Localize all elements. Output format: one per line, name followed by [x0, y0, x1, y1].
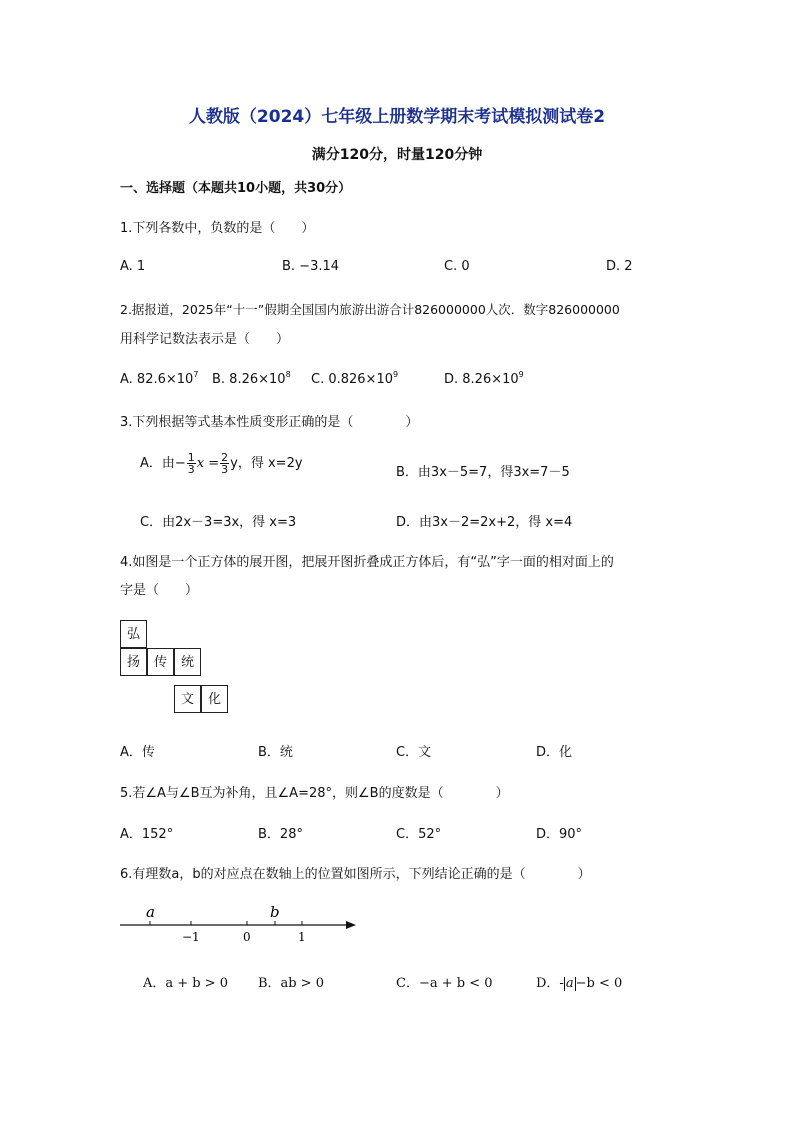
question-2-stem-line2: 用科学记数法表示是（ ）: [120, 332, 290, 347]
question-2-option-c: C. $0.826\times 10^9$: [311, 370, 399, 387]
question-3-option-a: A．由− $\frac{1}{3}$ x = $\frac{2}{3}$ y，得 x=2y: [140, 451, 303, 476]
question-5-option-d: D．90°: [536, 827, 583, 842]
question-1-option-b: B. −3.14: [282, 259, 340, 274]
question-2-stem-line1: 2.据报道，2025年“十一”假期全国国内旅游出游合计826000000人次．数字826000000: [120, 302, 620, 317]
question-2-option-d: D. $8.26\times 10^9$: [444, 370, 524, 387]
question-3-option-b: B．由3x－5=7，得3x=7－5: [396, 465, 570, 480]
net-cell-hong: 弘: [120, 620, 147, 648]
label-one: 1: [298, 930, 306, 944]
page-subtitle: 满分120分，时量120分钟: [311, 147, 483, 163]
net-cell-chuan: 传: [147, 648, 174, 676]
question-5-option-a: A．152°: [120, 827, 174, 842]
question-4-option-c: C．文: [396, 745, 432, 760]
question-6-stem: 6.有理数a，b的对应点在数轴上的位置如图所示，下列结论正确的是（ ）: [120, 867, 591, 882]
question-3-option-d: D．由3x－2=2x+2，得 x=4: [396, 515, 573, 530]
section-heading: 一、选择题（本题共10小题，共30分）: [120, 181, 352, 196]
question-6-option-a: A．a + b > 0: [143, 976, 229, 991]
number-line-figure: [118, 900, 363, 948]
label-zero: 0: [243, 930, 251, 944]
question-1-option-a: A. 1: [120, 259, 146, 274]
question-6-option-b: B．ab > 0: [258, 976, 325, 991]
net-cell-wen: 文: [174, 685, 201, 713]
question-6-option-d: D．- a −b < 0: [536, 976, 623, 991]
question-6-option-c: C．−a + b < 0: [396, 976, 493, 991]
question-1-stem: 1.下列各数中，负数的是（ ）: [120, 221, 315, 236]
question-2-option-a: A. $82.6\times 10^7$: [120, 370, 199, 387]
net-cell-yang: 扬: [120, 648, 147, 676]
net-cell-tong: 统: [174, 648, 201, 676]
question-4-option-b: B．统: [258, 745, 293, 760]
absolute-value: a: [565, 976, 574, 991]
page-title: 人教版（2024）七年级上册数学期末考试模拟测试卷2: [188, 107, 606, 127]
net-cell-hua: 化: [201, 685, 228, 713]
question-5-stem: 5.若∠A与∠B互为补角，且∠A=28°，则∠B的度数是（ ）: [120, 786, 509, 801]
question-4-stem-line2: 字是（ ）: [120, 583, 199, 598]
question-1-option-d: D. 2: [606, 259, 633, 274]
label-b: b: [270, 903, 280, 921]
question-3-stem: 3.下列根据等式基本性质变形正确的是（ ）: [120, 415, 419, 430]
question-1-option-c: C. 0: [444, 259, 470, 274]
arrow-right-icon: [346, 921, 356, 929]
fraction-one-third: $\frac{1}{3}$: [187, 451, 195, 476]
question-2-option-b: B. $8.26\times 10^8$: [212, 370, 291, 387]
question-5-option-c: C．52°: [396, 827, 442, 842]
fraction-two-thirds: $\frac{2}{3}$: [221, 451, 229, 476]
question-3-option-c: C．由2x－3=3x，得 x=3: [140, 515, 297, 530]
question-4-option-d: D．化: [536, 745, 573, 760]
question-4-option-a: A．传: [120, 745, 155, 760]
label-a: a: [146, 903, 155, 921]
label-neg-one: −1: [182, 930, 200, 944]
question-5-option-b: B．28°: [258, 827, 303, 842]
question-4-stem-line1: 4.如图是一个正方体的展开图，把展开图折叠成正方体后，有“弘”字一面的相对面上的: [120, 555, 614, 570]
